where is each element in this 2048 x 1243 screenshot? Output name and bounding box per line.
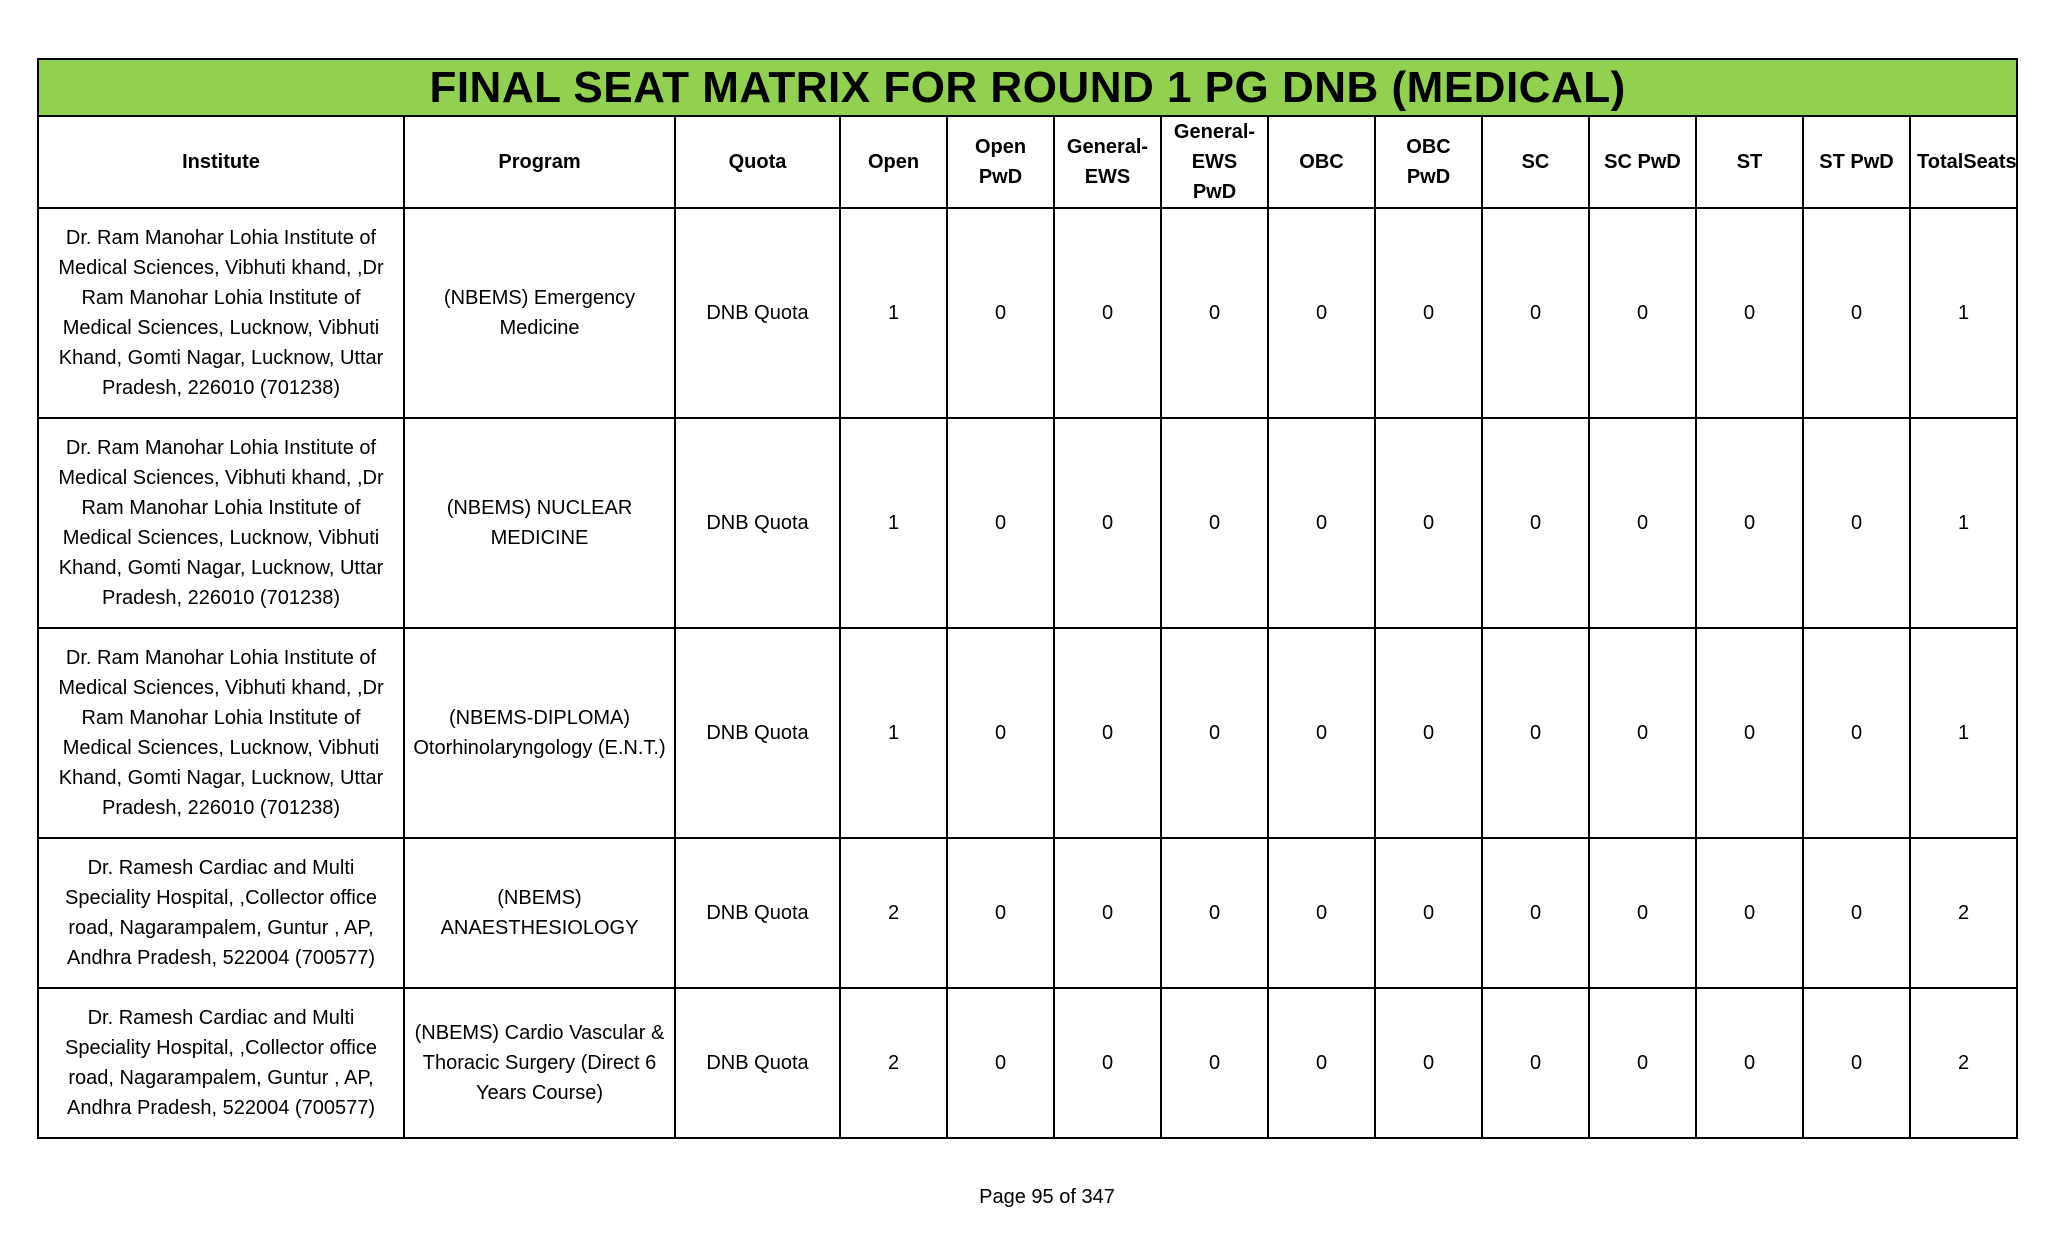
table-row <box>38 988 2017 1138</box>
quota-cell: DNB Quota <box>675 988 840 1138</box>
open-cell: 2 <box>840 988 947 1138</box>
table-row <box>38 208 2017 418</box>
general-ews-pwd-cell: 0 <box>1161 208 1268 418</box>
page-number: Page 95 of 347 <box>979 1186 1115 1208</box>
general-ews-pwd-cell: 0 <box>1161 838 1268 988</box>
column-header-general-ews: General-EWS <box>1054 116 1161 208</box>
column-header-sc: SC <box>1482 116 1589 208</box>
general-ews-cell: 0 <box>1054 988 1161 1138</box>
table-row <box>38 628 2017 838</box>
obc-pwd-cell: 0 <box>1375 988 1482 1138</box>
table-body <box>38 208 2017 1138</box>
program-cell: (NBEMS) Emergency Medicine <box>404 208 675 418</box>
program-cell: (NBEMS) ANAESTHESIOLOGY <box>404 838 675 988</box>
obc-pwd-cell: 0 <box>1375 838 1482 988</box>
program-cell: (NBEMS) Cardio Vascular & Thoracic Surgery (Direct 6 Years Course) <box>404 988 675 1138</box>
column-header-st: ST <box>1696 116 1803 208</box>
sc-pwd-cell: 0 <box>1589 988 1696 1138</box>
quota-cell: DNB Quota <box>675 628 840 838</box>
obc-cell: 0 <box>1268 418 1375 628</box>
seat-matrix-sheet <box>37 58 2017 1139</box>
quota-cell: DNB Quota <box>675 208 840 418</box>
column-header-obc: OBC <box>1268 116 1375 208</box>
sc-pwd-cell: 0 <box>1589 628 1696 838</box>
column-header-general-ews-pwd: General-EWS PwD <box>1161 116 1268 208</box>
column-header-st-pwd: ST PwD <box>1803 116 1910 208</box>
st-cell: 0 <box>1696 988 1803 1138</box>
program-cell: (NBEMS) NUCLEAR MEDICINE <box>404 418 675 628</box>
column-header-obc-pwd: OBC PwD <box>1375 116 1482 208</box>
table-row <box>38 418 2017 628</box>
open-cell: 1 <box>840 418 947 628</box>
institute-cell: Dr. Ram Manohar Lohia Institute of Medical Sciences, Vibhuti khand, ,Dr Ram Manohar Lohia Institute of Medical Sciences, Lucknow, Vibhuti Khand, Gomti Nagar, Lucknow, Uttar Pradesh, 226010 (701238) <box>38 628 404 838</box>
sc-cell: 0 <box>1482 838 1589 988</box>
institute-cell: Dr. Ramesh Cardiac and Multi Speciality Hospital, ,Collector office road, Nagarampalem, Guntur , AP, Andhra Pradesh, 522004 (700577) <box>38 988 404 1138</box>
sc-pwd-cell: 0 <box>1589 418 1696 628</box>
column-header-open: Open <box>840 116 947 208</box>
st-cell: 0 <box>1696 628 1803 838</box>
institute-cell: Dr. Ramesh Cardiac and Multi Speciality Hospital, ,Collector office road, Nagarampalem, Guntur , AP, Andhra Pradesh, 522004 (700577) <box>38 838 404 988</box>
quota-cell: DNB Quota <box>675 838 840 988</box>
st-cell: 0 <box>1696 838 1803 988</box>
st-pwd-cell: 0 <box>1803 988 1910 1138</box>
institute-cell: Dr. Ram Manohar Lohia Institute of Medical Sciences, Vibhuti khand, ,Dr Ram Manohar Lohia Institute of Medical Sciences, Lucknow, Vibhuti Khand, Gomti Nagar, Lucknow, Uttar Pradesh, 226010 (701238) <box>38 208 404 418</box>
total-seats-cell: 1 <box>1910 418 2017 628</box>
st-pwd-cell: 0 <box>1803 838 1910 988</box>
seat-matrix-table <box>37 58 2018 1139</box>
column-header-total-seats: TotalSeats <box>1910 116 2017 208</box>
st-pwd-cell: 0 <box>1803 418 1910 628</box>
sc-pwd-cell: 0 <box>1589 208 1696 418</box>
obc-pwd-cell: 0 <box>1375 418 1482 628</box>
open-cell: 2 <box>840 838 947 988</box>
sc-cell: 0 <box>1482 208 1589 418</box>
st-pwd-cell: 0 <box>1803 208 1910 418</box>
obc-cell: 0 <box>1268 988 1375 1138</box>
open-pwd-cell: 0 <box>947 838 1054 988</box>
general-ews-pwd-cell: 0 <box>1161 988 1268 1138</box>
st-pwd-cell: 0 <box>1803 628 1910 838</box>
open-pwd-cell: 0 <box>947 418 1054 628</box>
total-seats-cell: 1 <box>1910 208 2017 418</box>
general-ews-cell: 0 <box>1054 418 1161 628</box>
total-seats-cell: 1 <box>1910 628 2017 838</box>
table-row <box>38 838 2017 988</box>
st-cell: 0 <box>1696 418 1803 628</box>
column-header-open-pwd: Open PwD <box>947 116 1054 208</box>
sc-cell: 0 <box>1482 988 1589 1138</box>
open-cell: 1 <box>840 208 947 418</box>
quota-cell: DNB Quota <box>675 418 840 628</box>
general-ews-pwd-cell: 0 <box>1161 628 1268 838</box>
obc-pwd-cell: 0 <box>1375 208 1482 418</box>
obc-cell: 0 <box>1268 838 1375 988</box>
obc-cell: 0 <box>1268 628 1375 838</box>
obc-cell: 0 <box>1268 208 1375 418</box>
general-ews-cell: 0 <box>1054 628 1161 838</box>
general-ews-pwd-cell: 0 <box>1161 418 1268 628</box>
sc-pwd-cell: 0 <box>1589 838 1696 988</box>
program-cell: (NBEMS-DIPLOMA) Otorhinolaryngology (E.N.T.) <box>404 628 675 838</box>
column-header-institute: Institute <box>38 116 404 208</box>
column-header-program: Program <box>404 116 675 208</box>
sc-cell: 0 <box>1482 418 1589 628</box>
st-cell: 0 <box>1696 208 1803 418</box>
header-row <box>38 116 2017 208</box>
open-cell: 1 <box>840 628 947 838</box>
total-seats-cell: 2 <box>1910 988 2017 1138</box>
open-pwd-cell: 0 <box>947 628 1054 838</box>
open-pwd-cell: 0 <box>947 208 1054 418</box>
total-seats-cell: 2 <box>1910 838 2017 988</box>
table-title: FINAL SEAT MATRIX FOR ROUND 1 PG DNB (MEDICAL) <box>38 59 2017 116</box>
general-ews-cell: 0 <box>1054 208 1161 418</box>
general-ews-cell: 0 <box>1054 838 1161 988</box>
institute-cell: Dr. Ram Manohar Lohia Institute of Medical Sciences, Vibhuti khand, ,Dr Ram Manohar Lohia Institute of Medical Sciences, Lucknow, Vibhuti Khand, Gomti Nagar, Lucknow, Uttar Pradesh, 226010 (701238) <box>38 418 404 628</box>
obc-pwd-cell: 0 <box>1375 628 1482 838</box>
sc-cell: 0 <box>1482 628 1589 838</box>
open-pwd-cell: 0 <box>947 988 1054 1138</box>
column-header-quota: Quota <box>675 116 840 208</box>
column-header-sc-pwd: SC PwD <box>1589 116 1696 208</box>
